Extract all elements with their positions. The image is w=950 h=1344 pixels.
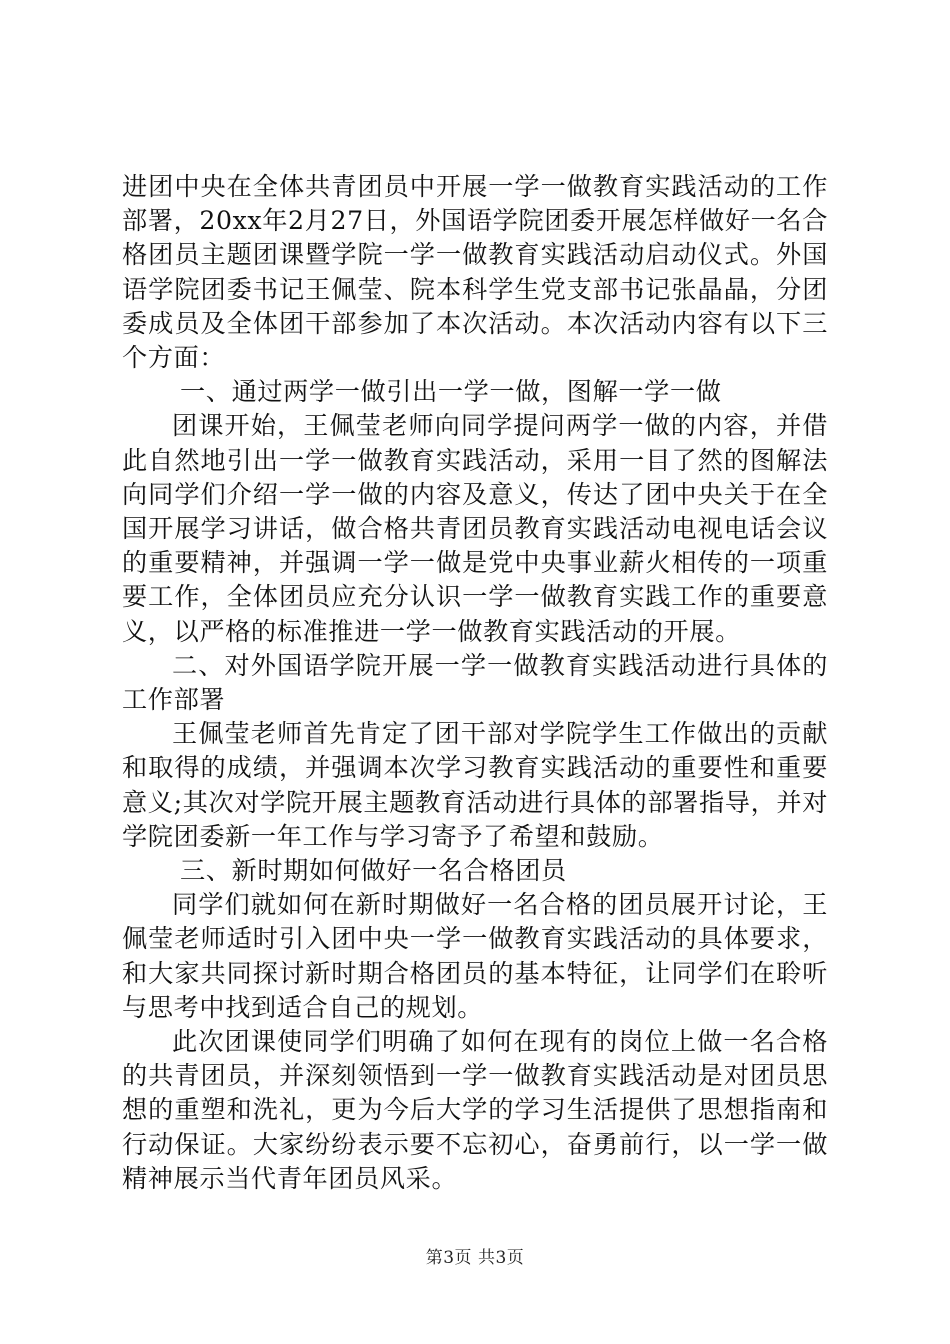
section-heading-3: 三、新时期如何做好一名合格团员 [180,856,567,886]
section-heading-2: 二、对外国语学院开展一学一做教育实践活动进行具体的工作部署 [122,650,828,715]
conclusion-paragraph: 此次团课使同学们明确了如何在现有的岗位上做一名合格的共青团员，并深刻领悟到一学一做教育实践活动是对团员思想的重塑和洗礼，更为今后大学的学习生活提供了思想指南和行动保证。大家纷纷表示要不忘初心，奋勇前行，以一学一做精神展示当代青年团员风采。 [122,1027,828,1193]
document-body [122,170,828,1196]
intro-paragraph: 进团中央在全体共青团员中开展一学一做教育实践活动的工作部署，20xx年2月27日，外国语学院团委开展怎样做好一名合格团员主题团课暨学院一学一做教育实践活动启动仪式。外国语学院团委书记王佩莹、院本科学生党支部书记张晶晶，分团委成员及全体团干部参加了本次活动。本次活动内容有以下三个方面： [122,172,828,373]
section-1-paragraph: 团课开始，王佩莹老师向同学提问两学一做的内容，并借此自然地引出一学一做教育实践活动，采用一目了然的图解法向同学们介绍一学一做的内容及意义，传达了团中央关于在全国开展学习讲话，做合格共青团员教育实践活动电视电话会议的重要精神，并强调一学一做是党中央事业薪火相传的一项重要工作，全体团员应充分认识一学一做教育实践工作的重要意义，以严格的标准推进一学一做教育实践活动的开展。 [122,411,828,646]
section-3-paragraph: 同学们就如何在新时期做好一名合格的团员展开讨论，王佩莹老师适时引入团中央一学一做教育实践活动的具体要求，和大家共同探讨新时期合格团员的基本特征，让同学们在聆听与思考中找到适合自己的规划。 [122,890,828,1022]
page-number-footer: 第3页 共3页 [425,1248,525,1268]
section-2-paragraph: 王佩莹老师首先肯定了团干部对学院学生工作做出的贡献和取得的成绩，并强调本次学习教育实践活动的重要性和重要意义;其次对学院开展主题教育活动进行具体的部署指导，并对学院团委新一年工作与学习寄予了希望和鼓励。 [122,719,828,851]
section-heading-1: 一、通过两学一做引出一学一做，图解一学一做 [180,377,722,407]
